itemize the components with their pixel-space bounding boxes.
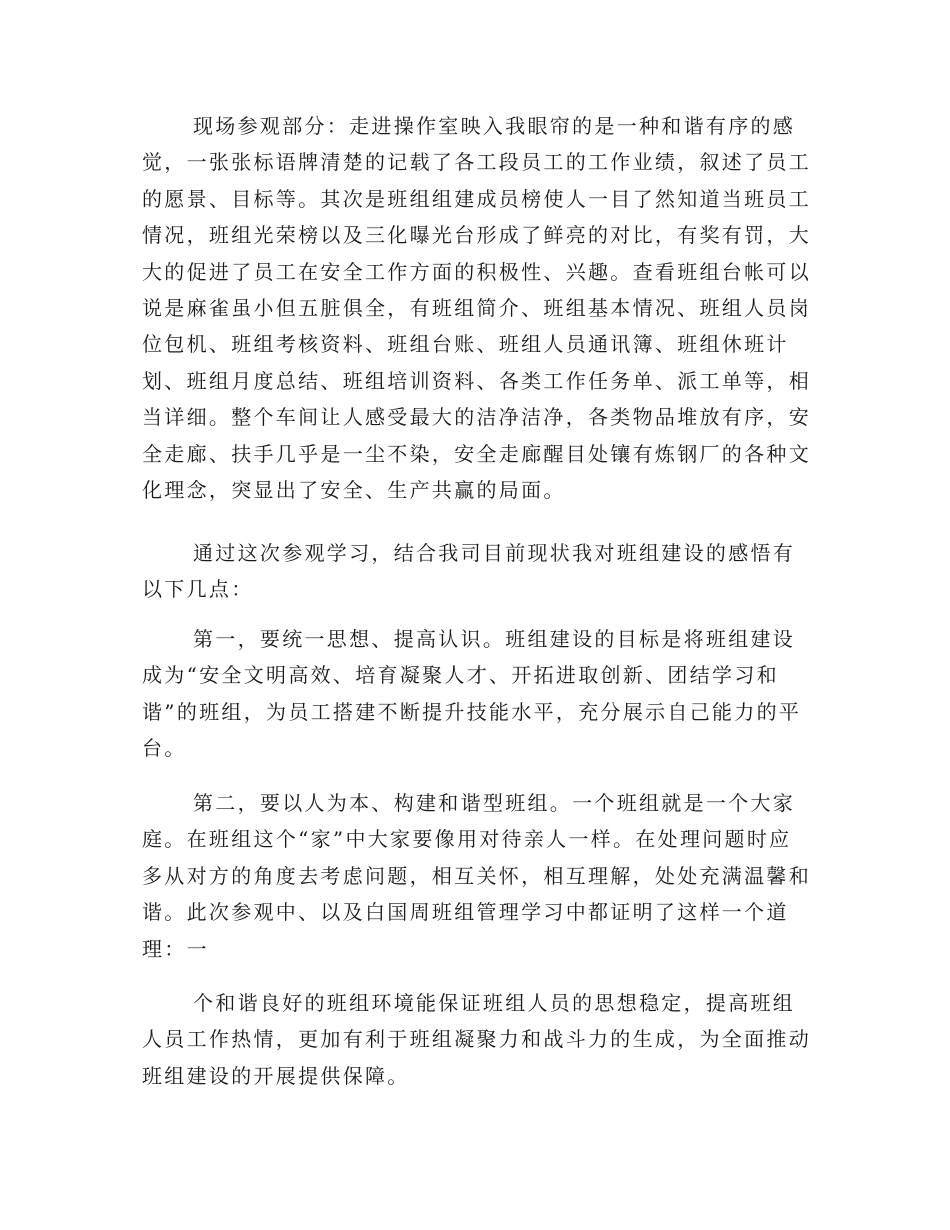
- paragraph-learning-summary: 通过这次参观学习，结合我司目前现状我对班组建设的感悟有以下几点：: [142, 541, 796, 602]
- paragraph-continuation: 个和谐良好的班组环境能保证班组人员的思想稳定，提高班组人员工作热情，更加有利于班组凝聚力和战斗力的生成，为全面推动班组建设的开展提供保障。: [142, 991, 811, 1088]
- paragraph-point-one: 第一，要统一思想、提高认识。班组建设的目标是将班组建设成为“安全文明高效、培育凝聚人才、开拓进取创新、团结学习和谐”的班组，为员工搭建不断提升技能水平，充分展示自己能力的平台。: [142, 627, 802, 761]
- paragraph-site-visit: 现场参观部分：走进操作室映入我眼帘的是一种和谐有序的感觉，一张张标语牌清楚的记载了各工段员工的工作业绩，叙述了员工的愿景、目标等。其次是班组组建成员榜使人一目了然知道当班员工情况，班组光荣榜以及三化曝光台形成了鲜亮的对比，有奖有罚，大大的促进了员工在安全工作方面的积极性、兴趣。查看班组台帐可以说是麻雀虽小但五脏俱全，有班组简介、班组基本情况、班组人员岗位包机、班组考核资料、班组台账、班组人员通讯簿、班组休班计划、班组月度总结、班组培训资料、各类工作任务单、派工单等，相当详细。整个车间让人感受最大的洁净洁净，各类物品堆放有序，安全走廊、扶手几乎是一尘不染，安全走廊醒目处镶有炼钢厂的各种文化理念，突显出了安全、生产共赢的局面。: [142, 114, 811, 503]
- paragraph-point-two: 第二，要以人为本、构建和谐型班组。一个班组就是一个大家庭。在班组这个“家”中大家要像用对待亲人一样。在处理问题时应多从对方的角度去考虑问题，相互关怀，相互理解，处处充满温馨和谐。此次参观中、以及白国周班组管理学习中都证明了这样一个道理：一: [142, 791, 811, 961]
